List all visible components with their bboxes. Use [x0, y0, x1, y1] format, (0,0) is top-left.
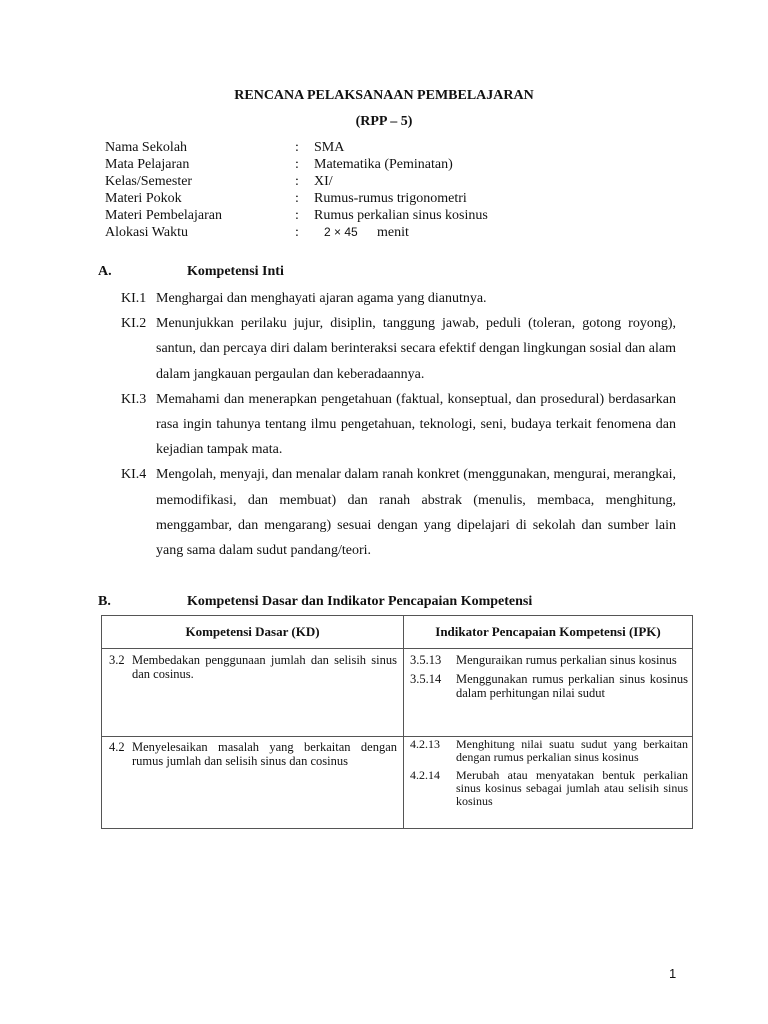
list-item	[121, 462, 676, 563]
ipk-code: 3.5.14	[410, 672, 442, 686]
document-title: RENCANA PELAKSANAAN PEMBELAJARAN	[234, 88, 534, 103]
list-item	[121, 311, 676, 387]
section-a-title: Kompetensi Inti	[187, 264, 284, 279]
kd-text: Membedakan penggunaan jumlah dan selisih sinus dan cosinus.	[132, 653, 397, 681]
info-label: Materi Pokok	[105, 191, 182, 206]
info-row-subject	[105, 156, 665, 173]
column-header-kd: Kompetensi Dasar (KD)	[185, 624, 320, 639]
info-value: Matematika (Peminatan)	[314, 157, 453, 172]
column-header-ipk: Indikator Pencapaian Kompetensi (IPK)	[435, 624, 661, 639]
document-subtitle: (RPP – 5)	[355, 114, 413, 129]
info-colon: :	[295, 208, 299, 223]
ipk-item	[410, 738, 688, 764]
info-label: Nama Sekolah	[105, 140, 188, 155]
info-label: Alokasi Waktu	[105, 225, 188, 240]
kd-text: Menyelesaikan masalah yang berkaitan dengan rumus jumlah dan selisih sinus dan cosinus	[132, 740, 397, 768]
ipk-code: 4.2.14	[410, 768, 440, 782]
ipk-code: 3.5.13	[410, 653, 442, 667]
ki-text: Menghargai dan menghayati ajaran agama yang dianutnya.	[156, 291, 487, 306]
ipk-text: Menggunakan rumus perkalian sinus kosinus dalam perhitungan nilai sudut	[456, 672, 688, 700]
info-colon: :	[295, 191, 299, 206]
section-b-letter: B.	[98, 594, 111, 609]
info-value: Rumus-rumus trigonometri	[314, 191, 467, 206]
list-item	[121, 286, 676, 311]
ki-code: KI.1	[121, 291, 147, 306]
time-unit: menit	[377, 225, 409, 240]
time-amount: 2 × 45	[324, 225, 358, 239]
table-cell-ipk	[410, 653, 688, 705]
ki-list	[121, 286, 676, 563]
section-b-title: Kompetensi Dasar dan Indikator Pencapaian Kompetensi	[187, 594, 533, 609]
info-value: XI/	[314, 174, 333, 189]
info-value: SMA	[314, 140, 345, 155]
identity-table	[105, 139, 665, 241]
info-colon: :	[295, 140, 299, 155]
table-cell-kd	[109, 653, 397, 681]
kd-code: 3.2	[109, 653, 125, 667]
ipk-text: Menguraikan rumus perkalian sinus kosinus	[456, 653, 677, 667]
table-divider	[102, 648, 692, 649]
table-cell-ipk	[410, 738, 688, 813]
ki-code: KI.3	[121, 391, 147, 407]
info-label: Kelas/Semester	[105, 174, 193, 189]
info-row-time	[105, 224, 665, 241]
ipk-item	[410, 653, 688, 667]
ipk-item	[410, 769, 688, 808]
info-value: Rumus perkalian sinus kosinus	[314, 208, 488, 223]
ipk-code: 4.2.13	[410, 737, 440, 751]
info-label: Materi Pembelajaran	[105, 208, 223, 223]
info-row-school	[105, 139, 665, 156]
info-colon: :	[295, 174, 299, 189]
ki-text: Menunjukkan perilaku jujur, disiplin, tanggung jawab, peduli (toleran, gotong royong), santun, dan percaya diri dalam berinteraksi secara efektif dengan lingkungan sosial dan alam dalam jangkauan pergaulan dan keberadaannya.	[156, 316, 676, 382]
kd-ipk-table	[101, 615, 693, 829]
ipk-text: Merubah atau menyatakan bentuk perkalian sinus kosinus sebagai jumlah atau selisih sinus kosinus	[456, 768, 688, 808]
ki-text: Mengolah, menyaji, dan menalar dalam ranah konkret (menggunakan, mengurai, merangkai, memodifikasi, dan membuat) dan ranah abstrak (menulis, membaca, menghitung, menggambar, dan mengarang) sesuai dengan yang dipelajari di sekolah dan sumber lain yang sama dalam sudut pandang/teori.	[156, 467, 676, 559]
section-a-letter: A.	[98, 264, 112, 279]
info-row-material	[105, 207, 665, 224]
kd-code: 4.2	[109, 740, 125, 754]
info-row-topic	[105, 190, 665, 207]
list-item	[121, 387, 676, 463]
info-colon: :	[295, 225, 299, 240]
table-cell-kd	[109, 740, 397, 768]
info-row-class	[105, 173, 665, 190]
page-number: 1	[669, 966, 677, 981]
ipk-text: Menghitung nilai suatu sudut yang berkaitan dengan rumus perkalian sinus kosinus	[456, 737, 688, 764]
ki-code: KI.4	[121, 467, 147, 483]
ki-text: Memahami dan menerapkan pengetahuan (faktual, konseptual, dan prosedural) berdasarkan rasa ingin tahunya tentang ilmu pengetahuan, teknologi, seni, budaya terkait fenomena dan kejadian tampak mata.	[156, 391, 676, 458]
info-colon: :	[295, 157, 299, 172]
info-label: Mata Pelajaran	[105, 157, 190, 172]
ipk-item	[410, 672, 688, 700]
ki-code: KI.2	[121, 316, 147, 332]
